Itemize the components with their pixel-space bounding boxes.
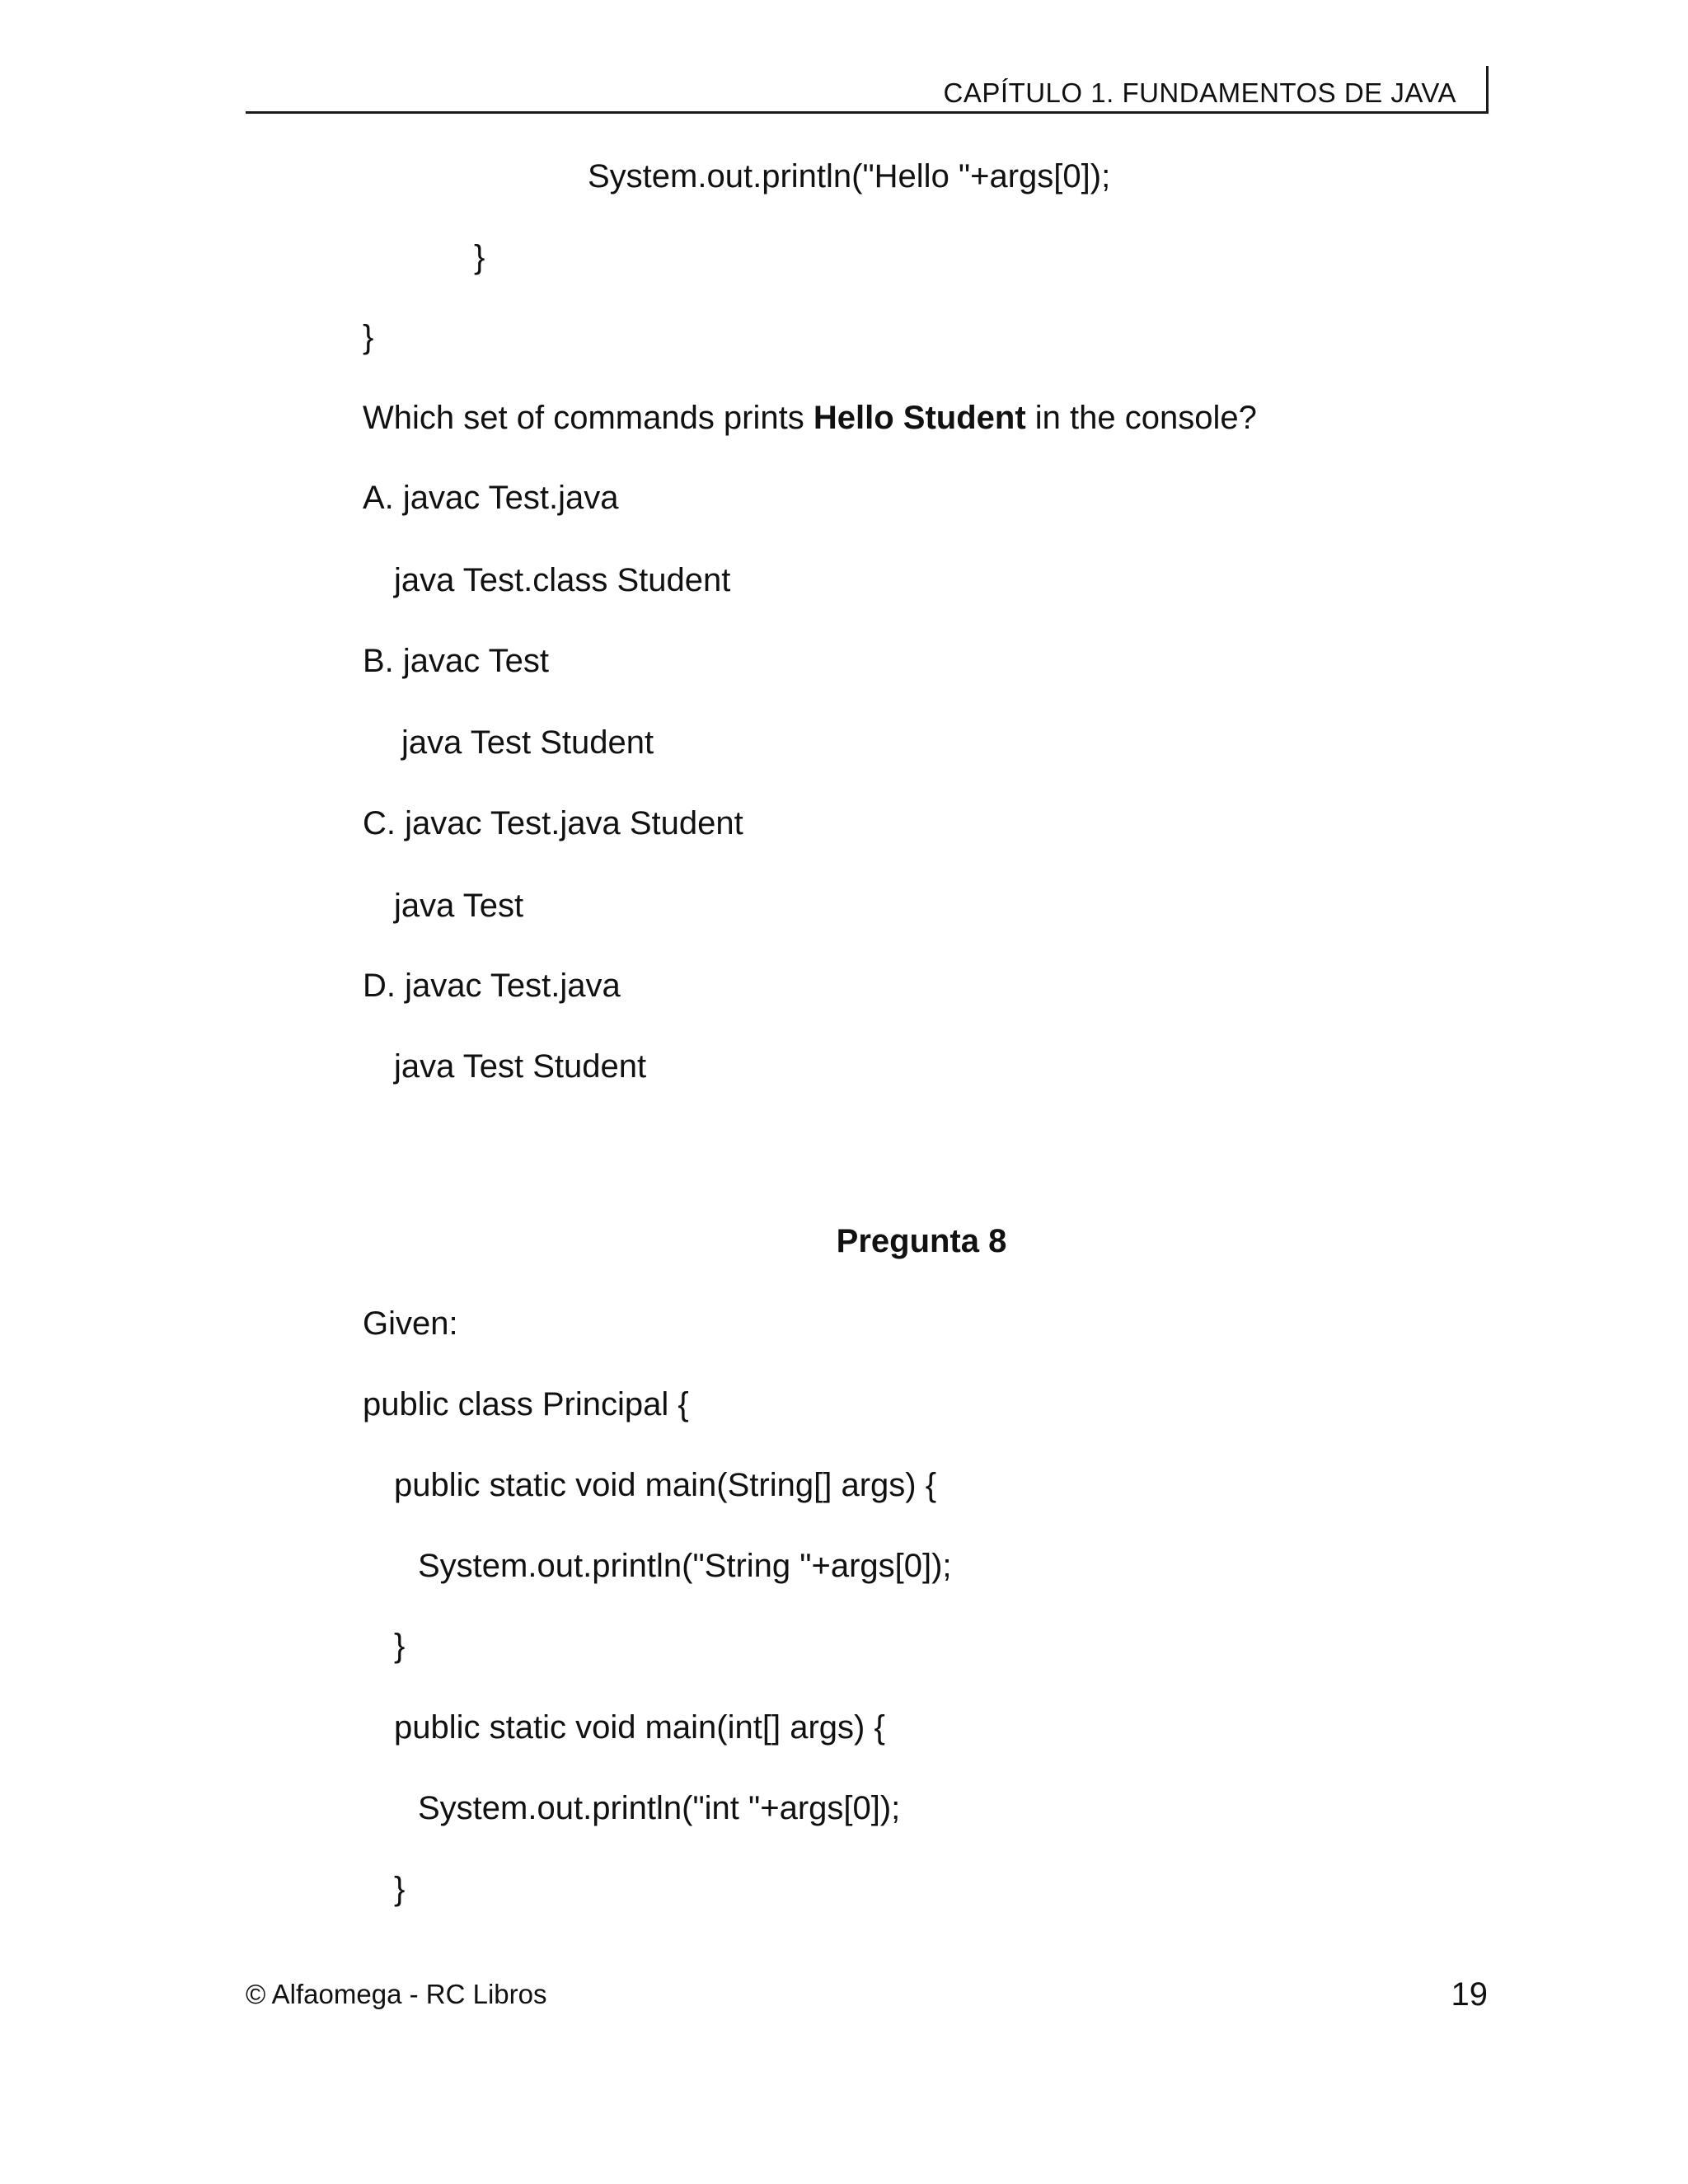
option-d-line-1: D. javac Test.java xyxy=(363,968,621,1004)
given-label: Given: xyxy=(363,1305,458,1342)
code-line: } xyxy=(394,1628,406,1664)
code-line: } xyxy=(363,319,374,355)
option-b-line-1: B. javac Test xyxy=(363,643,550,679)
question-heading: Pregunta 8 xyxy=(836,1223,1007,1259)
option-b-line-2: java Test Student xyxy=(401,724,654,761)
code-line: } xyxy=(474,239,485,275)
question-prompt xyxy=(363,398,1257,438)
code-line: public static void main(String[] args) { xyxy=(394,1467,937,1503)
code-line: System.out.println("Hello "+args[0]); xyxy=(588,158,1111,194)
code-line: System.out.println("String "+args[0]); xyxy=(418,1548,952,1584)
code-line: public static void main(int[] args) { xyxy=(394,1709,885,1746)
option-c-line-2: java Test xyxy=(394,888,524,924)
prompt-text: in the console? xyxy=(1025,400,1257,436)
publisher-footer: © Alfaomega - RC Libros xyxy=(246,1979,547,2009)
prompt-text: Which set of commands prints xyxy=(363,400,814,436)
running-header xyxy=(246,66,1489,114)
page-number: 19 xyxy=(1451,1976,1488,2013)
chapter-title: CAPÍTULO 1. FUNDAMENTOS DE JAVA xyxy=(943,77,1456,108)
prompt-emphasis: Hello Student xyxy=(813,400,1026,436)
option-c-line-1: C. javac Test.java Student xyxy=(363,805,743,841)
option-a-line-2: java Test.class Student xyxy=(394,562,731,598)
option-d-line-2: java Test Student xyxy=(394,1048,647,1085)
code-line: public class Principal { xyxy=(363,1386,689,1422)
option-a-line-1: A. javac Test.java xyxy=(363,480,619,516)
code-line: } xyxy=(394,1871,406,1907)
code-line: System.out.println("int "+args[0]); xyxy=(418,1790,901,1826)
